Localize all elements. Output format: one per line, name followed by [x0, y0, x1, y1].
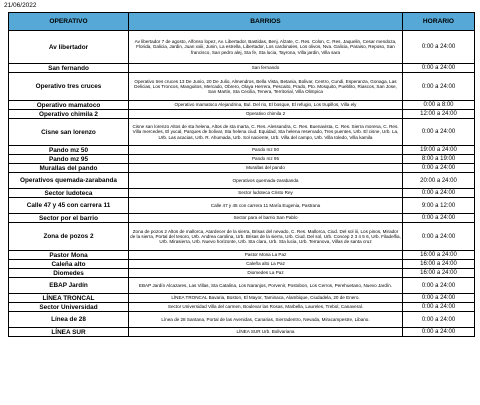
- operativo-cell: Línea de 28: [9, 312, 129, 328]
- horario-cell: 16:00 a 24:00: [403, 251, 475, 260]
- horario-cell: 0:00 a 24:00: [403, 303, 475, 312]
- barrios-cell: Sector ludoteca Cristo Rey: [129, 189, 403, 198]
- horario-cell: 0:00 a 24:00: [403, 31, 475, 64]
- table-row: [9, 31, 475, 64]
- horario-cell: 16:00 a 24:00: [403, 260, 475, 269]
- operativo-cell: Pando mz 95: [9, 155, 129, 164]
- barrios-cell: Operativo chimila 2: [129, 110, 403, 119]
- table-row: [9, 189, 475, 198]
- table-row: [9, 101, 475, 110]
- table-row: [9, 328, 475, 337]
- barrios-cell: Caleña alto La Paz: [129, 260, 403, 269]
- barrios-cell: Pando mz 50: [129, 146, 403, 155]
- operativo-cell: Operativo chimila 2: [9, 110, 129, 119]
- operativo-cell: Murallas del pando: [9, 164, 129, 173]
- table-row: [9, 303, 475, 312]
- horario-cell: 8:00 a 19:00: [403, 155, 475, 164]
- barrios-cell: Sector Universidad Villa del carmen, Boulevar las Rosas, Marbella, Laureles, Trebol, Canaveral.: [129, 303, 403, 312]
- table-row: [9, 278, 475, 294]
- operativo-cell: LÍNEA SUR: [9, 328, 129, 337]
- barrios-cell: Zona de pozos 2 Altos de mallorca, Atardecer de la sierra, Brisas del nevado, C. Res. Mallorca, Ciud. Del sol iii, Los pinos, Mirador de la sierra, Portal del tesoro, Urb. Andrea carolina, Urb. Brisas de la sierra, Urb. Ciud. Del sol, Urb. Concep 2 3 4 5 6, Urb. Filadelfia, Urb. Mirasierra, Urb. Nuevo horizonte, Urb. Sta clara, Urb. Sta lucia, Urb. Terranova, Villas de santa cruz: [129, 223, 403, 251]
- horario-cell: 0:00 a 8:00: [403, 101, 475, 110]
- horario-cell: 0:00 a 24:00: [403, 294, 475, 303]
- operativo-cell: Diomedes: [9, 269, 129, 278]
- operativo-cell: Operativos quemada-zarabanda: [9, 173, 129, 189]
- barrios-cell: Murallas del pando: [129, 164, 403, 173]
- table-row: [9, 164, 475, 173]
- operativo-cell: Sector Universidad: [9, 303, 129, 312]
- operativo-cell: Sector ludoteca: [9, 189, 129, 198]
- horario-cell: 0:00 a 24:00: [403, 164, 475, 173]
- operativo-cell: Operativo mamatoco: [9, 101, 129, 110]
- barrios-cell: Operativo mamatoco Alejandrina, Bul. Del rio, El bosque, El refugio, Los trupillos, Villa ely: [129, 101, 403, 110]
- barrios-cell: LÍNEA TRONCAL Bavaria, Boston, El Mayor, Taminaca, Alambique, Ciudadela, 20 de Enero.: [129, 294, 403, 303]
- operativo-cell: Pastor Mona: [9, 251, 129, 260]
- header-operativo: OPERATIVO: [9, 13, 129, 31]
- operativo-cell: San fernando: [9, 64, 129, 73]
- horario-cell: 19:00 a 24:00: [403, 146, 475, 155]
- operativo-cell: Zona de pozos 2: [9, 223, 129, 251]
- horario-cell: 16:00 a 24:00: [403, 269, 475, 278]
- operativo-cell: Operativo tres cruces: [9, 73, 129, 101]
- document-date: 21/06/2022: [4, 2, 37, 9]
- horario-cell: 0:00 a 24:00: [403, 312, 475, 328]
- table-row: [9, 64, 475, 73]
- barrios-cell: Operativo tres cruces 13 De Junio, 20 De Julio, Almendros, Bella Vista, Betania, Bolivar, Centro, Cundi, Esperanza, Gonaga, Las Delicias, Los Troncos, Manguitos, Mercado, Obrero, Olaya Herrera, Pescaito, Prado, Pto. Mosquito, Pueblito, Riascos, San Jose, San Martin, Sta Cecilia, Tenera, Territorial, Villa Olimpica: [129, 73, 403, 101]
- table-row: [9, 146, 475, 155]
- horario-cell: 0:00 a 24:00: [403, 214, 475, 223]
- horario-cell: 0:00 a 24:00: [403, 73, 475, 101]
- table-row: [9, 251, 475, 260]
- horario-cell: 12:00 a 24:00: [403, 110, 475, 119]
- barrios-cell: EBAP Jardín Alcazares, Las Villas, Sta Catalina, Los Naranjos, Porvenir, Postobon, Los Cerros, Perehuetano, Nuevo Jardín.: [129, 278, 403, 294]
- table-row: [9, 73, 475, 101]
- table-row: [9, 155, 475, 164]
- table-row: [9, 214, 475, 223]
- barrios-cell: Cisne san lorenzo Altos de sta helena, Altos de sta marta, C. Res. Alessandra, C. Res. Buenavista, C. Res. Sierra morena, C. Res. Villa mercedes, El yucal, Parques de bolivar, Sta helena ciud. Equidad, Sta helena reservado, Tres puentes, Urb. El cisne, Urb. La, Urb. Las acacias, Urb. R. Ahumada, Urb. Sol naciente, Urb. Villa del campo, Urb. Villa toledo, Villa kamila: [129, 119, 403, 146]
- operativo-cell: EBAP Jardín: [9, 278, 129, 294]
- horario-cell: 20:00 a 24:00: [403, 173, 475, 189]
- barrios-cell: Operativos quemada-zarabanda: [129, 173, 403, 189]
- table-row: [9, 173, 475, 189]
- barrios-cell: Calle 47 y 45 con carrera 11 María Eugenia, Pastrana: [129, 198, 403, 214]
- operativo-cell: Caleña alto: [9, 260, 129, 269]
- barrios-cell: Pastor Mona La Paz: [129, 251, 403, 260]
- barrios-cell: Diomedes La Paz: [129, 269, 403, 278]
- operativo-cell: Pando mz 50: [9, 146, 129, 155]
- table-row: [9, 223, 475, 251]
- barrios-cell: Pando mz 95: [129, 155, 403, 164]
- header-barrios: BARRIOS: [129, 13, 403, 31]
- table-row: [9, 294, 475, 303]
- header-horario: HORARIO: [403, 13, 475, 31]
- horario-cell: 0:00 a 24:00: [403, 278, 475, 294]
- barrios-cell: Línea de 28 Santana, Portal de las Avenidas, Canarias, Sierradentro, Nevada, Miracampestre, Libano.: [129, 312, 403, 328]
- table-row: [9, 312, 475, 328]
- schedule-table: [8, 12, 475, 337]
- table-header-row: [9, 13, 475, 31]
- operativo-cell: Sector por el barrio: [9, 214, 129, 223]
- horario-cell: 0:00 a 24:00: [403, 189, 475, 198]
- operativo-cell: Cisne san lorenzo: [9, 119, 129, 146]
- table-row: [9, 269, 475, 278]
- operativo-cell: Calle 47 y 45 con carrera 11: [9, 198, 129, 214]
- table-row: [9, 260, 475, 269]
- horario-cell: 9:00 a 12:00: [403, 198, 475, 214]
- horario-cell: 0:00 a 24:00: [403, 119, 475, 146]
- table-row: [9, 110, 475, 119]
- table-row: [9, 198, 475, 214]
- barrios-cell: San fernando: [129, 64, 403, 73]
- horario-cell: 0:00 a 24:00: [403, 223, 475, 251]
- horario-cell: 0:00 a 24:00: [403, 328, 475, 337]
- barrios-cell: Av libertador 7 de agosto, Alfonso lopez, Av. Libertador, Bastidas, Benj. Alzate, C. Res. Colon, C. Res. Jaquelin, Cesar mendoza, Florida, Galicia, Jardin, Juan xxiii, Junin, La estrella, Libertador, Los cardonales, Los olivos, Nva. Galicia, Paraiso, Reposo, San francisco, San pedro alej, Sta fe, Sta lucia, Tayrona, Villa jardin, Villa sara: [129, 31, 403, 64]
- barrios-cell: Sector para el barrio San Pablo: [129, 214, 403, 223]
- barrios-cell: LÍNEA SUR Urb. Bolivariana: [129, 328, 403, 337]
- table-row: [9, 119, 475, 146]
- operativo-cell: Av libertador: [9, 31, 129, 64]
- operativo-cell: LÍNEA TRONCAL: [9, 294, 129, 303]
- horario-cell: 0:00 a 24:00: [403, 64, 475, 73]
